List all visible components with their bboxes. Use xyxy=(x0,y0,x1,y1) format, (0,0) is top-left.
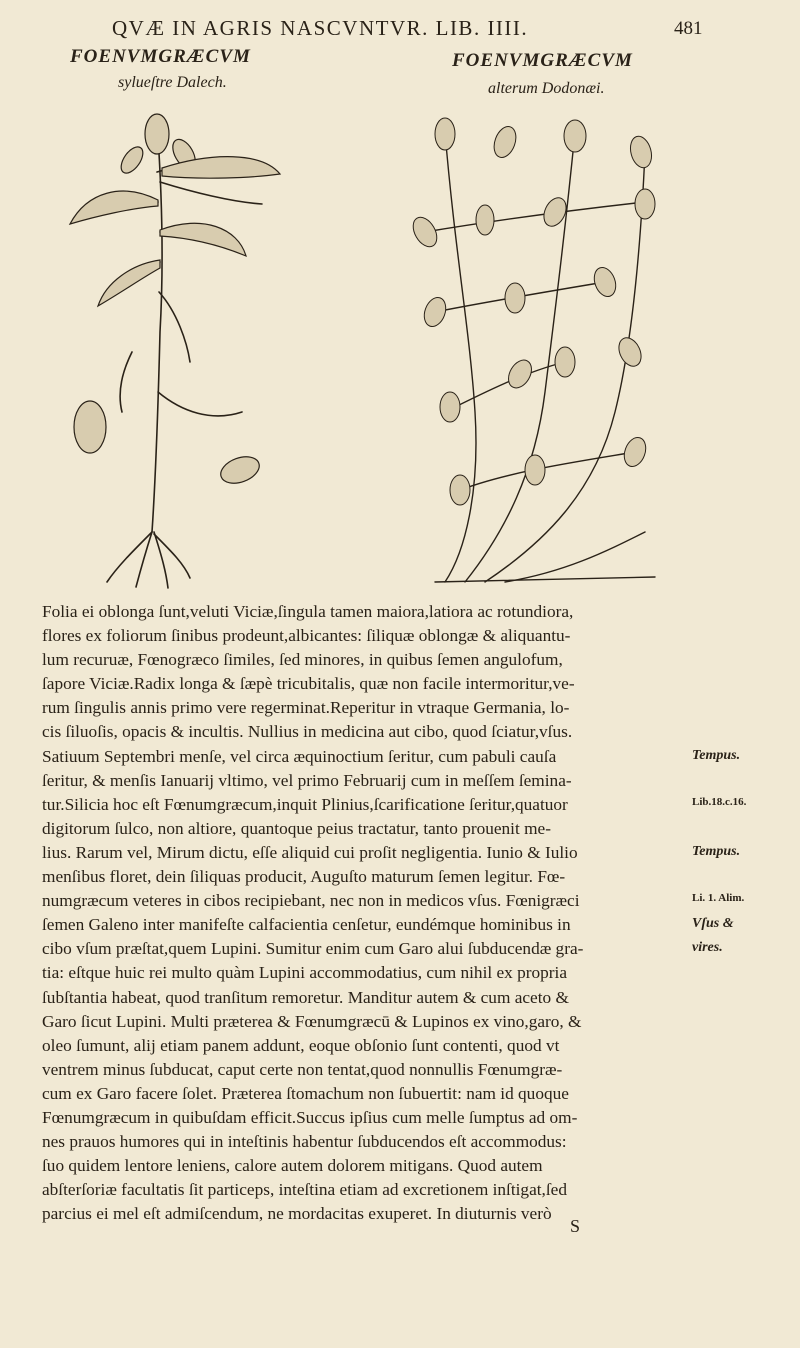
body-line: tur.Silicia hoc eſt Fœnumgræcum,inquit Plinius,ſcarificatione ſeritur,quatuor xyxy=(42,794,568,814)
body-line: parcius ei mel eſt admiſcendum, ne mordacitas exuperet. In diuturnis verò xyxy=(42,1204,552,1224)
body-text xyxy=(42,600,682,1226)
body-line: menſibus floret, dein ſiliquas producit, Auguſto maturum ſemen legitur. Fœ- xyxy=(42,867,566,887)
body-line: ventrem minus ſubducat, caput certe non tentat,quod nonnullis Fœnumgræ- xyxy=(42,1059,563,1079)
body-line: rum ſingulis annis primo vere regerminat.Reperitur in vtraque Germania, lo- xyxy=(42,698,570,718)
body-line: nes prauos humores qui in inteſtinis habentur ſubducendos eſt accommodus: xyxy=(42,1132,567,1152)
margin-note: vires. xyxy=(692,940,723,956)
body-line: ſubſtantia habeat, quod tranſitum remoretur. Manditur autem & cum aceto & xyxy=(42,987,569,1007)
body-line: Fœnumgræcum in quibuſdam efficit.Succus ipſius cum melle ſumptus ad om- xyxy=(42,1107,578,1127)
body-line: cibo vſum præſtat,quem Lupini. Sumitur enim cum Garo alui ſubducendæ gra- xyxy=(42,939,584,959)
body-line: Satiuum Septembri menſe, vel circa æquinoctium ſeritur, cum pabuli cauſa xyxy=(42,746,557,766)
body-line: ſeritur, & menſis Ianuarij vltimo, vel primo Februarij cum in meſſem ſemina- xyxy=(42,770,572,790)
body-line: Garo ſicut Lupini. Multi præterea & Fœnumgræcū & Lupinos ex vino,garo, & xyxy=(42,1011,582,1031)
body-line: Folia ei oblonga ſunt,veluti Viciæ,ſingula tamen maiora,latiora ac rotundiora, xyxy=(42,602,574,621)
body-line: lius. Rarum vel, Mirum dictu, eſſe aliquid cui proſit negligentia. Iunio & Iulio xyxy=(42,842,578,862)
body-line: cis ſiluoſis, opacis & incultis. Nullius in medicina aut cibo, quod ſciatur,vſus. xyxy=(42,722,573,742)
margin-note: Lib.18.c.16. xyxy=(692,795,747,808)
running-head: QVÆ IN AGRIS NASCVNTVR. LIB. IIII. xyxy=(112,16,529,40)
page-number: 481 xyxy=(674,18,703,39)
body-line: abſterſoriæ facultatis ſit particeps, inteſtina etiam ad excretionem inſtigat,ſed xyxy=(42,1180,567,1200)
body-line: ſuo quidem lentore leniens, calore autem dolorem mitigans. Quod autem xyxy=(42,1156,543,1176)
signature-mark: S xyxy=(570,1216,581,1236)
body-line: tia: eſtque huic rei multo quàm Lupini accommodatius, cum nihil ex propria xyxy=(42,963,568,983)
figure-subtitle-left: sylueſtre Dalech. xyxy=(118,74,227,91)
body-line: numgræcum veteres in cibos recipiebant, nec non in medicos vſus. Fœnigræci xyxy=(42,891,580,911)
body-line: flores ex foliorum ſinibus prodeunt,albicantes: ſiliquæ oblongæ & aliquantu- xyxy=(42,626,571,646)
body-line: cum ex Garo facere ſolet. Præterea ſtomachum non ſubuertit: nam id quoque xyxy=(42,1083,569,1103)
figure-subtitle-right: alterum Dodonæi. xyxy=(488,80,605,97)
body-line: digitorum ſulco, non altiore, quantoque peius tractatur, tanto prouenit me- xyxy=(42,818,551,838)
margin-note: Tempus. xyxy=(692,844,741,859)
margin-note: Vſus & xyxy=(692,916,734,932)
margin-note: Tempus. xyxy=(692,747,741,763)
body-line: oleo ſumunt, alij etiam panem addunt, eoque obſonio ſunt contenti, quod vt xyxy=(42,1035,560,1055)
body-line: ſemen Galeno inter manifeſte calfacientia cenſetur, eundémque hominibus in xyxy=(42,915,571,935)
woodcut-cultivated-fenugreek xyxy=(405,112,670,592)
figure-title-right: FOENVMGRÆCVM xyxy=(452,50,633,71)
figure-title-left: FOENVMGRÆCVM xyxy=(70,46,251,67)
body-line: lum recuruæ, Fœnogræco ſimiles, ſed minores, in quibus ſemen angulofum, xyxy=(42,650,563,670)
woodcut-wild-fenugreek xyxy=(62,112,292,590)
body-line: ſapore Viciæ.Radix longa & ſæpè tricubitalis, quæ non facile intermoritur,ve- xyxy=(42,674,575,694)
margin-note: Li. 1. Alim. xyxy=(692,892,745,905)
